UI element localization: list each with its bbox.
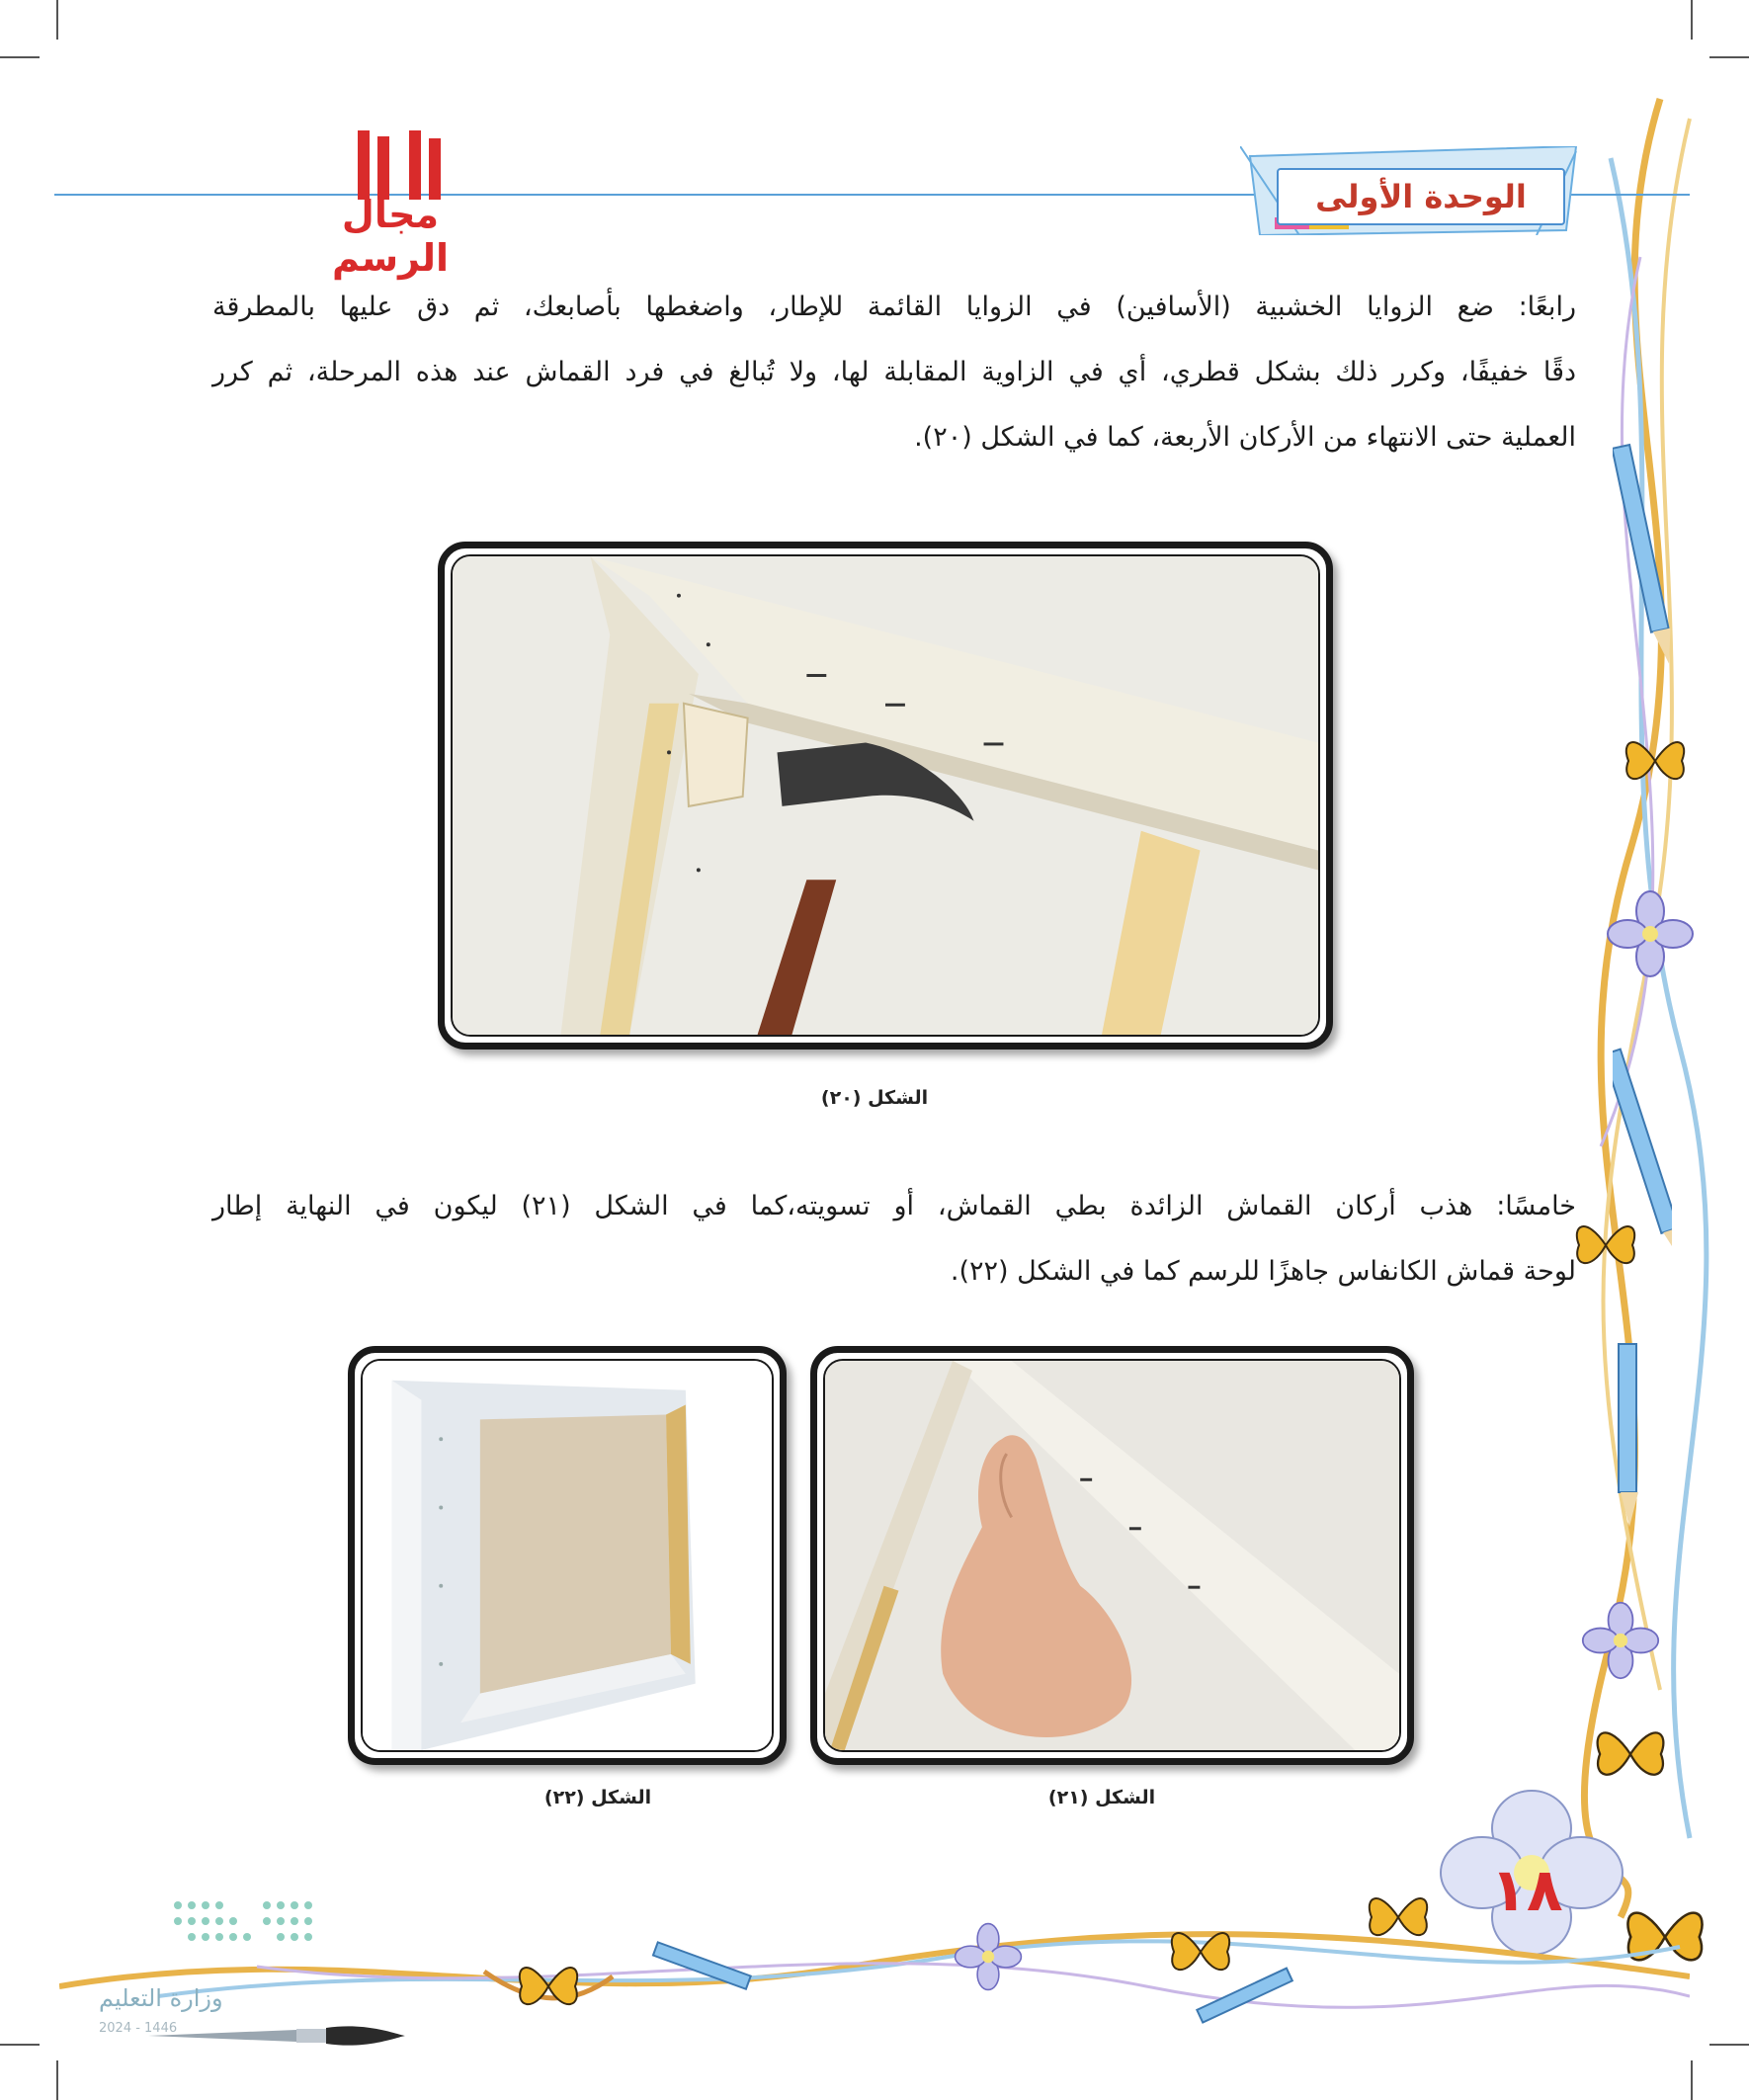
page-number: ١٨ bbox=[1490, 1856, 1563, 1925]
crop-mark bbox=[1691, 2060, 1693, 2100]
ministry-name: وزارة التعليم bbox=[99, 1984, 223, 2012]
flower-icon bbox=[1581, 1601, 1660, 1680]
pencil-icon bbox=[1601, 1334, 1660, 1532]
butterfly-icon bbox=[1571, 1216, 1640, 1275]
pencil-icon bbox=[642, 1937, 781, 1996]
step-five-paragraph bbox=[212, 1174, 1576, 1304]
butterfly-icon bbox=[1591, 1720, 1670, 1789]
butterfly-icon bbox=[514, 1957, 583, 2016]
field-title: مجال الرسم bbox=[331, 193, 450, 280]
figure-20-image bbox=[451, 554, 1320, 1037]
crop-mark bbox=[0, 56, 40, 58]
paragraph-line: رابعًا: ضع الزوايا الخشبية (الأسافين) في الزوايا القائمة للإطار، واضغطها بأصابعك، ثم دق عليها بالمطرقة bbox=[212, 292, 1576, 322]
figure-20-frame bbox=[438, 542, 1333, 1050]
flower-icon bbox=[1606, 889, 1695, 978]
figure-22-image bbox=[361, 1359, 774, 1752]
crop-mark bbox=[1709, 2044, 1749, 2046]
paintbrush-icon bbox=[148, 2016, 405, 2056]
pencil-icon bbox=[1186, 1967, 1324, 2026]
figure-21-frame bbox=[810, 1346, 1414, 1765]
butterfly-icon bbox=[1364, 1888, 1433, 1947]
paragraph-line: دقًا خفيفًا، وكرر ذلك بشكل قطري، أي في الزاوية المقابلة لها، ولا تُبالغ في فرد القماش عند هذه المرحلة، ثم كرر bbox=[212, 357, 1576, 387]
figure-22-caption: الشكل (٢٢) bbox=[543, 1787, 652, 1808]
crop-mark bbox=[1709, 56, 1749, 58]
crop-mark bbox=[56, 2060, 58, 2100]
crop-mark bbox=[1691, 0, 1693, 40]
ministry-logo-icon bbox=[168, 1895, 326, 1965]
unit-title: الوحدة الأولى bbox=[1277, 168, 1565, 225]
pencil-icon bbox=[1613, 435, 1672, 672]
paragraph-line: خامسًا: هذب أركان القماش الزائدة بطي القماش، أو تسويته،كما في الشكل (٢١) ليكون في النهاية إطار bbox=[212, 1191, 1576, 1221]
title-ornament bbox=[352, 130, 451, 200]
figure-21-image bbox=[823, 1359, 1401, 1752]
butterfly-icon bbox=[1621, 731, 1690, 791]
crop-mark bbox=[56, 0, 58, 40]
figure-21-caption: الشكل (٢١) bbox=[1047, 1787, 1156, 1808]
paragraph-line: العملية حتى الانتهاء من الأركان الأربعة، كما في الشكل (٢٠). bbox=[914, 422, 1576, 453]
flower-icon bbox=[954, 1922, 1023, 1991]
crop-mark bbox=[0, 2044, 40, 2046]
figure-20-caption: الشكل (٢٠) bbox=[820, 1087, 929, 1109]
paragraph-line: لوحة قماش الكانفاس جاهزًا للرسم كما في الشكل (٢٢). bbox=[950, 1256, 1576, 1287]
figure-22-frame bbox=[348, 1346, 787, 1765]
ministry-year: 2024 - 1446 bbox=[99, 2021, 178, 2036]
step-four-paragraph bbox=[212, 275, 1576, 470]
